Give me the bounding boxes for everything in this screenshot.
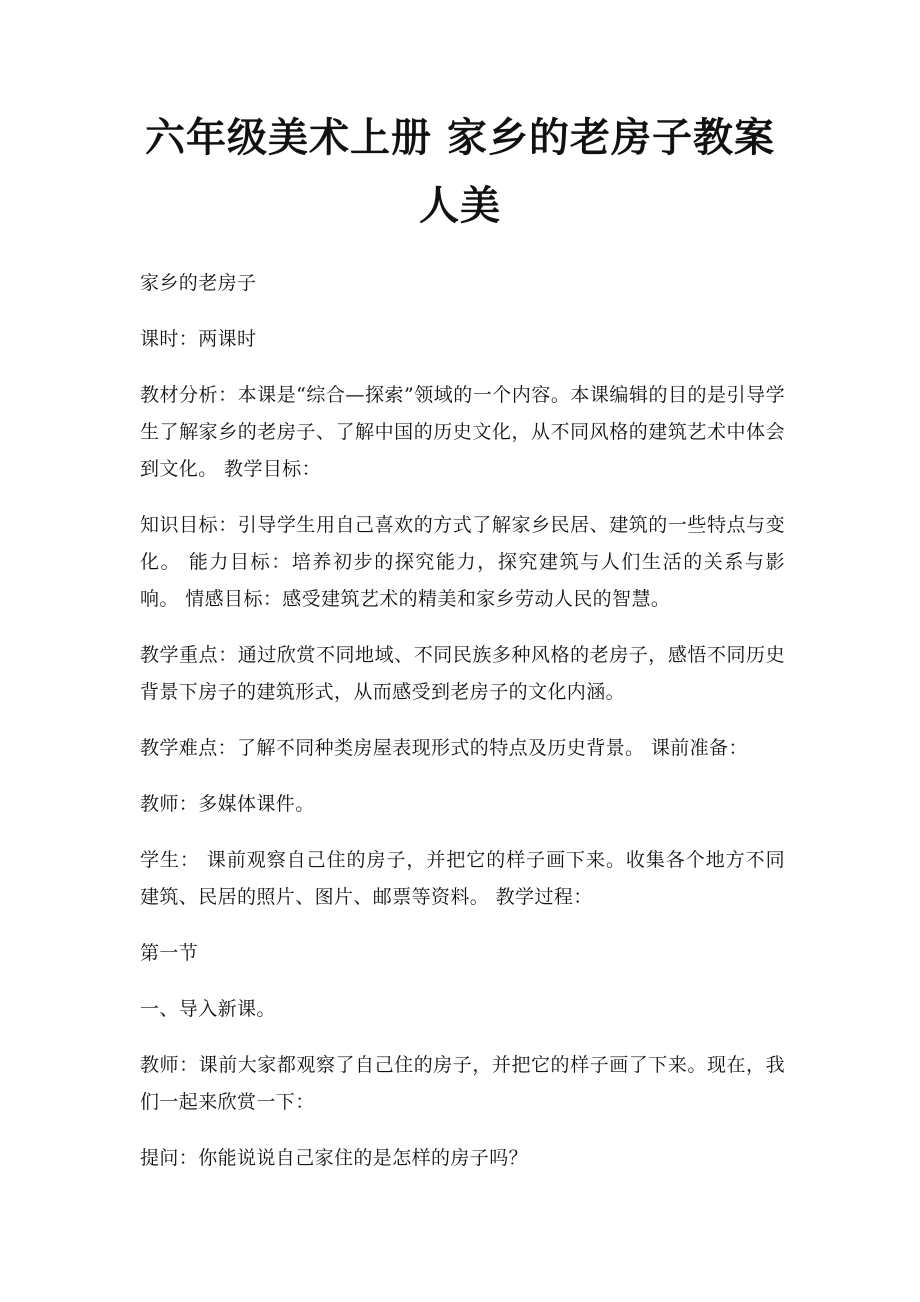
paragraph-difficulties: 教学难点：了解不同种类房屋表现形式的特点及历史背景。 课前准备： [140, 737, 748, 759]
paragraph-step-heading: 一、导入新课。 [140, 998, 276, 1020]
paragraph-teacher-prep: 教师：多媒体课件。 [140, 793, 315, 815]
paragraph-class-hours: 课时：两课时 [140, 328, 257, 350]
paragraph-question: 提问：你能说说自己家住的是怎样的房子吗？ [140, 1147, 529, 1169]
paragraph-teacher-intro: 教师：课前大家都观察了自己住的房子，并把它的样子画了下来。现在，我们一起来欣赏一下： [140, 1054, 785, 1113]
document-title: 六年级美术上册 家乡的老房子教案 人美 [145, 114, 775, 229]
paragraph-objectives: 知识目标：引导学生用自己喜欢的方式了解家乡民居、建筑的一些特点与变化。 能力目标：培养初步的探究能力，探究建筑与人们生活的关系与影响。 情感目标：感受建筑艺术的精美和家乡劳动人民的智慧。 [140, 514, 785, 610]
paragraph-material-analysis: 教材分析：本课是“综合—探索”领域的一个内容。本课编辑的目的是引导学生了解家乡的老房子、了解中国的历史文化，从不同风格的建筑艺术中体会到文化。 教学目标： [140, 384, 785, 480]
document-body [140, 265, 785, 1196]
paragraph-lesson-name: 家乡的老房子 [140, 272, 257, 294]
paragraph-section-heading: 第一节 [140, 942, 199, 964]
paragraph-key-points: 教学重点：通过欣赏不同地域、不同民族多种风格的老房子，感悟不同历史背景下房子的建筑形式，从而感受到老房子的文化内涵。 [140, 644, 785, 703]
paragraph-student-prep: 学生： 课前观察自己住的房子，并把它的样子画下来。收集各个地方不同建筑、民居的照片、图片、邮票等资料。 教学过程： [140, 849, 785, 908]
